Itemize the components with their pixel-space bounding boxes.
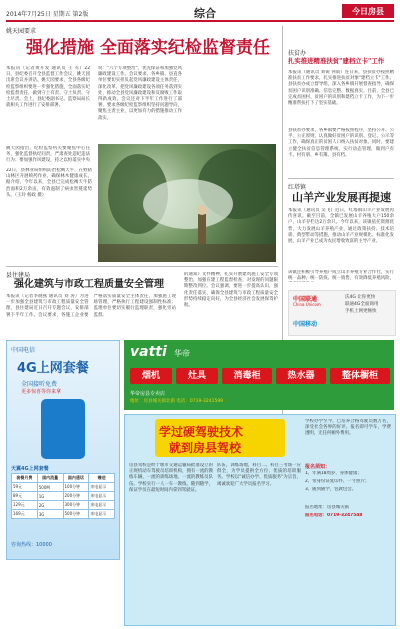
table-row [12, 501, 115, 510]
photo-caption: 22日，县林业局组织防治松褐天牛，在野猪山林区开展喷药作业，确保林木健康成长。据介绍，今年以来，全县已完成松褐天牛防治面积2万余亩，有效遏制了病虫害蔓延势头。（王玲 杨政 摄） [6, 168, 92, 198]
product-烟机: 烟机 [130, 368, 172, 384]
driving-note-2: 2、带身份证复印件、一寸照片； [305, 479, 370, 484]
lead-photo [98, 144, 276, 262]
driving-school-ad [124, 414, 396, 626]
unicom-line-2: 联通4G全面商用 [345, 302, 379, 307]
poverty-body-2: 县扶贫办要求，各乡镇要严格按照程序，坚持公开、公平、公正原则，认真做好贫困户的识别、登记、公示等工作，确保真正的贫困人口纳入扶贫对象。同时，要建立健全扶贫信息管理系统，实行动态管理，做到户有卡、村有册、乡有簿、县有档。 [288, 128, 394, 158]
table-cell: 2G [37, 501, 63, 510]
table-cell: 1G [37, 492, 63, 501]
product-整体橱柜: 整体橱柜 [330, 368, 390, 384]
table-cell: 来电显示 [89, 492, 115, 501]
unicom-brand: 中国联通 [293, 296, 318, 303]
driving-note-1: 1、年满18周岁，身体健康； [305, 471, 362, 476]
table-header: 国内流量 [37, 474, 63, 483]
quality-body: 本报讯（记者李晓燕 通讯员 刘 涛）为进一步加强全县建筑与市政工程质量安全管理，县住建局近日召开专题会议，安排部署下半年工作。会议要求，各施工企业要严格落实质量安全主体责任，加强施工现场管理，严格执行工程建设强制性标准；监理单位要切实履行监理职责，强化旁站监督。 [6, 294, 176, 318]
table-cell: 500M [37, 483, 63, 492]
telecom-phone-image [41, 399, 85, 459]
telecom-brand: 中国电信 [11, 347, 36, 354]
unicom-brand-en: China Unicom [293, 302, 321, 307]
product-灶具: 灶具 [176, 368, 218, 384]
telecom-sub2: 更多惊喜等你来拿 [21, 389, 62, 395]
driving-headline-2: 就到房县驾校 [169, 441, 242, 455]
table-header: 国内通话 [63, 474, 89, 483]
quality-headline: 强化建筑与市政工程质量安全管理 [14, 279, 164, 290]
lead-headline: 强化措施 全面落实纪检监督责任 [26, 38, 270, 58]
telecom-ad [6, 340, 120, 560]
table-cell: 300分钟 [63, 501, 89, 510]
table-header: 套餐月费 [12, 474, 38, 483]
product-消毒柜: 消毒柜 [222, 368, 272, 384]
telecom-plan-table [11, 473, 115, 519]
lead-body-column2: 说："六个专项整治"，优先保证和加强党风廉政建设工作。会议要求，各乡镇、县直各单位要切实担负起党风廉政建设主体责任，深化改革，把党风廉政建设各项任务落到实处，推动全县党风廉政建设和反腐败工作取得新成效。会议还对下半年工作进行了部署，要求各级纪检监察组织坚持问题导向，聚焦主责主业，以更加有力的措施推动工作落实。 [98, 66, 182, 121]
poverty-article [288, 48, 394, 168]
telecom-phone: 咨询热线：10000 [11, 542, 52, 548]
table-cell: 89元 [12, 492, 38, 501]
driving-intro: 房县驾校是经十堰市交通运输局批准设立的正规机动车驾驶员培训机构，拥有一流的教练车辆、一流的训练场地、一流的教练员队伍。学校实行一人一车一教练，随到随学，保证学员在最短时间内拿到驾驶证。 [129, 463, 213, 493]
driving-phone: 报名电话：0719-3247548 [305, 513, 363, 518]
unicom-line-3: 手机上网更畅快 [345, 309, 377, 314]
table-cell: 200分钟 [63, 492, 89, 501]
lead-body-2: 姚天园指出，纪检监察机关要聚焦中心任务，强化监督执纪问责，严肃查处违纪违法行为；要加强作风建设，持之以恒落实中央 [6, 146, 90, 164]
mobile-brand: 中国移动 [293, 321, 318, 328]
table-row [12, 483, 115, 492]
driving-address: 报名地址：房县城关镇 [305, 505, 349, 510]
quality-body-column3: 的通知》文件精神，扎实开展建筑施工安全专项整治，加强在建工程监督检查，对发现的问题限期整改到位。会议强调，要进一步提高认识，强化责任落实，确保全县建筑与市政工程质量安全形势持续稳定向好，为全县经济社会发展保驾护航。 [184, 272, 278, 309]
page-header [6, 4, 394, 22]
table-header: 赠送 [89, 474, 115, 483]
driving-notes-title: 报名须知： [305, 464, 331, 470]
goat-article [288, 182, 394, 280]
lead-kicker: 姚天园要求 [6, 28, 37, 35]
issue-date: 2014年7月25日 星期五 第2版 [6, 11, 89, 18]
goat-headline: 山羊产业发展再提速 [292, 191, 391, 204]
table-cell: 59元 [12, 483, 38, 492]
table-cell: 来电显示 [89, 510, 115, 519]
table-cell: 3G [37, 510, 63, 519]
poverty-kicker: 扶贫办 [288, 50, 307, 57]
driving-headline-1: 学过硬驾驶技术 [159, 425, 244, 439]
lead-body: 本报讯（记者黄开发 通讯员 王 军）22日，县纪委召开全县监督工作会议，姚天园出席会议并讲话。姚天园要求，全县各级纪检监察组织要进一步强化措施，全面落实纪检监督责任，做到守土有责、守土负责、守土尽责。会上，县纪委副书记、监察局局长就相关工作进行了安排部署。 [6, 66, 90, 109]
table-cell: 来电显示 [89, 483, 115, 492]
vatti-ad [124, 340, 394, 410]
forest-spray-image [98, 144, 276, 262]
table-cell: 来电显示 [89, 501, 115, 510]
table-cell: 169元 [12, 510, 38, 519]
table-cell: 500分钟 [63, 510, 89, 519]
poverty-headline: 扎实推进精准扶贫"建档立卡"工作 [288, 57, 385, 65]
quality-kicker: 县住建局 [6, 272, 31, 279]
product-热水器: 热水器 [276, 368, 326, 384]
vatti-brand-cn: 华帝 [174, 349, 190, 358]
driving-col3: 学校办学至今，已培养合格驾驶员数万名，深受社会各界的好评。报名即可学车，学费透明，无任何额外费用。 [305, 419, 391, 437]
table-cell: 100分钟 [63, 483, 89, 492]
unicom-line-1: 沃4G 让你更快 [345, 295, 376, 300]
vatti-brand: vatti [130, 344, 167, 360]
lead-article [6, 26, 276, 266]
paper-logo: 今日房县 [342, 4, 394, 18]
quality-article [6, 270, 278, 336]
telecom-table-title: 天翼4G上网套餐 [11, 466, 49, 472]
driving-col2: 队伍，训练场地，科目二、科目三考场一应俱全，为学员提供全方位、优质的培训服务。学校以"诚信办学、优质服务"为宗旨，竭诚欢迎广大学员报名学习。 [217, 463, 301, 487]
telecom-sub: 全国接听免费 [21, 381, 58, 388]
poverty-body: 本报讯（通讯员 刘锐 何雨）连日来，县扶贫办按照精准扶贫工作要求，扎实推进扶贫对象"建档立卡"工作。县扶贫办成立督导组，深入各乡镇开展督查指导，确保贫困户识别准确、信息完整、数据真实。目前，全县已完成贫困村、贫困户的识别和建档立卡工作，为下一步精准帮扶打下了坚实基础。 [288, 70, 394, 107]
vatti-address: 地址：房县城关镇北街 电话：0719-3241599 [130, 399, 224, 404]
table-row [12, 510, 115, 519]
table-row [12, 492, 115, 501]
telecom-slogan: 4G上网套餐 [17, 361, 89, 376]
section-divider [6, 266, 278, 267]
goat-body-2: 该镇还积极引导养殖户成立山羊养殖专业合作社，实行统一品种、统一防疫、统一销售，有效降低养殖风险， [288, 270, 394, 282]
right-divider [288, 178, 394, 179]
unicom-ad [288, 290, 396, 336]
table-cell: 129元 [12, 501, 38, 510]
vatti-store: 华帝房县专卖店 [130, 391, 166, 397]
section-title: 综合 [194, 7, 216, 20]
driving-note-3: 3、随到随学，包教包会。 [305, 487, 357, 492]
goat-kicker: 红塔镇 [288, 184, 307, 191]
goat-body: 本报讯（通讯员 吴飞）近日，红塔镇山羊产业发展再传喜讯。截至目前，全镇已发展山羊养殖大户150余户，山羊存栏达2万余只。今年以来，该镇依托资源优势，大力发展山羊养殖产业，通过政策扶持、技术培训、典型带动等措施，推动山羊产业规模化、标准化发展，山羊产业已成为农民增收致富的主导产业。 [288, 208, 394, 245]
